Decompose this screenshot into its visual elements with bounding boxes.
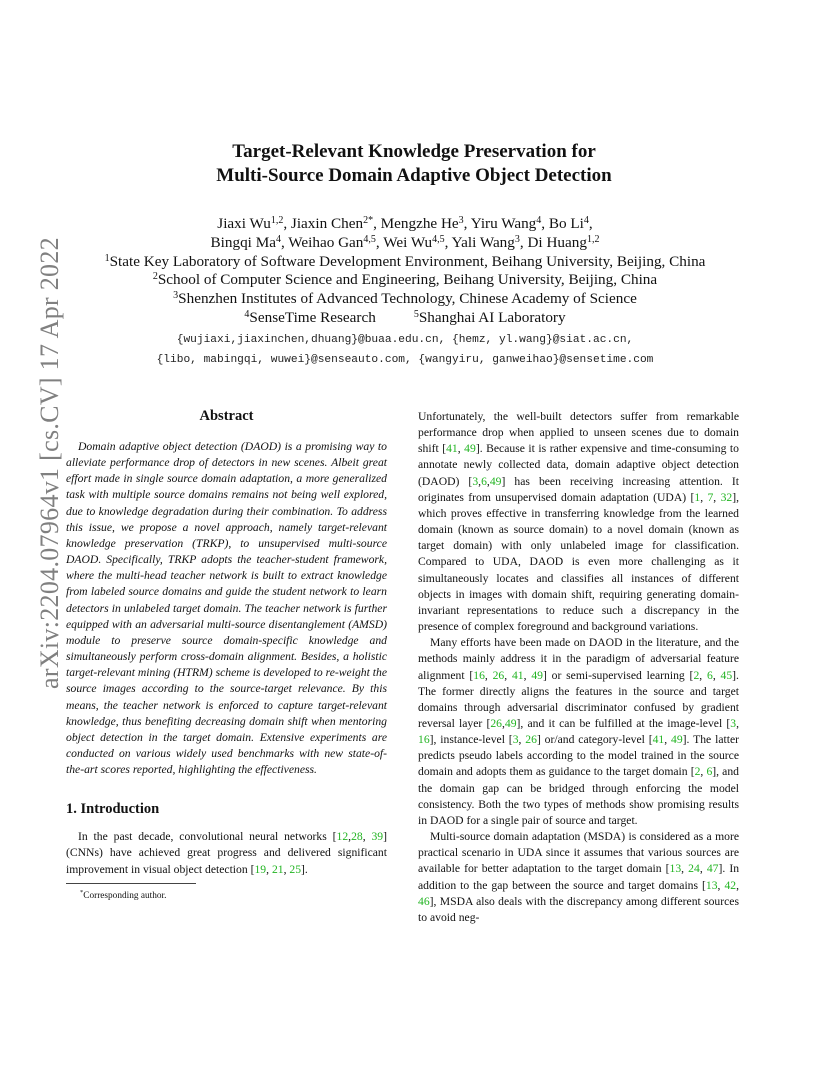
citation-link[interactable]: 26 (492, 668, 505, 682)
paragraph-text: , (700, 765, 707, 779)
paragraph-text: ], and the domain gap can be bridged through enforcing the model consistency. Both the two types of methods show promising results in DAOD for a single pair of source and target. (418, 765, 739, 827)
author-affiliation-mark: 1,2 (270, 215, 284, 226)
author-affiliation-mark: 3 (514, 233, 520, 245)
paragraph-text: , (266, 862, 272, 876)
affiliation-5 (414, 309, 566, 328)
paragraph-text: ], MSDA also deals with the discrepancy among different sources to avoid neg- (418, 894, 739, 924)
citation-link[interactable]: 13 (705, 878, 718, 892)
citation-link[interactable]: 41 (511, 668, 524, 682)
citation-link[interactable]: 26 (490, 716, 502, 730)
paragraph-text: Multi-source domain adaptation (MSDA) is considered as a more practical scenario in UDA since it assumes that various sources are available for better adaptation to the target domain [ (418, 830, 739, 876)
email-line-1: {wujiaxi,jiaxinchen,dhuang}@buaa.edu.cn, {hemz, yl.wang}@siat.ac.cn, (176, 333, 634, 346)
paragraph-text: ], instance-level [ (429, 733, 513, 747)
paragraph-text: , (699, 668, 707, 682)
citation-link[interactable]: 24 (688, 862, 700, 876)
footnote (66, 886, 387, 903)
paragraph-text: , (501, 716, 505, 730)
author-separator: , (373, 215, 381, 232)
section-heading-introduction: 1. Introduction (66, 801, 160, 818)
citation-link[interactable]: 6 (706, 765, 713, 779)
affiliation-text: School of Computer Science and Engineering, Beihang University, Beijing, China (157, 271, 658, 289)
affiliation-mark: 2 (152, 271, 158, 283)
citation-link[interactable]: 42 (724, 878, 737, 892)
author-name: Yali Wang (451, 233, 515, 251)
citation-link[interactable]: 49 (531, 668, 543, 682)
citation-link[interactable]: 3 (512, 733, 519, 747)
citation-link[interactable]: 49 (504, 716, 517, 730)
citation-link[interactable]: 39 (371, 830, 384, 844)
footnote-mark: * (80, 888, 84, 896)
body-paragraph (418, 409, 739, 635)
citation-link[interactable]: 28 (351, 830, 363, 844)
author-affiliation-mark: 4,5 (363, 233, 376, 245)
paragraph-text: , (523, 668, 532, 682)
paragraph-text: , (484, 668, 493, 682)
paragraph-text: Unfortunately, the well-built detectors suffer from remarkable performance drop when applied to unseen scenes due to domain shift [ (418, 410, 739, 456)
citation-link[interactable]: 2 (694, 765, 701, 779)
author-separator: , (588, 215, 593, 232)
paragraph-text: , (736, 878, 739, 892)
paragraph-text: , (486, 474, 490, 488)
citation-link[interactable]: 41 (652, 733, 665, 747)
author-affiliation-mark: 4 (275, 233, 281, 245)
paragraph-text: ] or semi-supervised learning [ (542, 668, 694, 682)
affiliation-4-text: SenseTime Research (249, 308, 376, 326)
affiliation-row-4-5 (0, 309, 810, 328)
paragraph-text: , (478, 474, 482, 488)
citation-link[interactable]: 21 (271, 862, 284, 876)
author-separator: , (541, 215, 549, 232)
citation-link[interactable]: 16 (473, 668, 485, 682)
citation-link[interactable]: 45 (720, 668, 733, 682)
author-separator: , (283, 215, 291, 232)
author-name: Di Huang (527, 233, 587, 251)
abstract-heading: Abstract (199, 408, 254, 424)
abstract-text: Domain adaptive object detection (DAOD) is a promising way to alleviate performance drop of detectors in new scenes. Albeit great effort made in single source domain adaptation, a more generalized task with multiple source domains remains not being well explored, due to knowledge degradation during their combination. To address this issue, we propose a novel approach, namely target-relevant knowledge preservation (TRKP), to unsupervised multi-source DAOD. Specifically, TRKP adopts the teacher-student framework, where the multi-head teacher network is built to extract knowledge from labeled source domains and guide the student network to learn detectors in unlabeled target domain. The teacher network is further equipped with an adversarial multi-source disentanglement (AMSD) module to preserve source domain-specific knowledge and simultaneously perform cross-domain alignment. Besides, a holistic target-relevant mining (HTRM) scheme is developed to re-weight the source images according to the source-target relevance. By this means, the teacher network is enforced to capture target-relevant knowledge, thus benefiting decreasing domain shift when mentoring object detection in the target domain. Extensive experiments are conducted on various widely used benchmarks with new state-of-the-art scores reported, highlighting the effectiveness. (66, 440, 387, 777)
paragraph-text: , (362, 830, 372, 844)
affiliation-1 (0, 253, 810, 272)
affiliation-4 (244, 309, 375, 328)
author-separator: , (463, 215, 471, 232)
paragraph-text: ]. In addition to the gap between the source and target domains [ (418, 862, 740, 892)
email-line-2: {libo, mabingqi, wuwei}@senseauto.com, {wangyiru, ganweihao}@sensetime.com (156, 353, 654, 366)
author-emails (0, 330, 810, 370)
body-paragraph (418, 829, 739, 926)
citation-link[interactable]: 47 (706, 862, 719, 876)
affiliation-mark: 3 (173, 290, 179, 302)
arxiv-identifier: arXiv:2204.07964v1 [cs.CV] 17 Apr 2022 (35, 237, 64, 689)
title-line-1: Target-Relevant Knowledge Preservation for (232, 141, 596, 162)
author-line-1 (0, 215, 810, 234)
affiliation-text: State Key Laboratory of Software Development Environment, Beihang University, Beijing, China (109, 252, 706, 270)
author-name: Jiaxi Wu (217, 215, 271, 232)
paragraph-text: , (504, 668, 512, 682)
paragraph-text: , (712, 668, 721, 682)
paragraph-text: , (283, 862, 290, 876)
paragraph-text: In the past decade, convolutional neural networks [ (78, 830, 337, 844)
author-name: Bo Li (548, 215, 584, 232)
paragraph-text: , (457, 442, 465, 456)
author-affiliation-mark: 4,5 (432, 233, 445, 245)
author-separator: , (444, 233, 452, 251)
citation-link[interactable]: 19 (254, 862, 267, 876)
citation-link[interactable]: 2 (693, 668, 700, 682)
paragraph-text: ], and it can be fulfilled at the image-level [ (516, 716, 731, 730)
citation-link[interactable]: 12 (336, 830, 349, 844)
citation-link[interactable]: 25 (289, 862, 302, 876)
author-name: Mengzhe He (380, 215, 459, 232)
paragraph-text: ] or/and category-level [ (536, 733, 653, 747)
paragraph-text: ] has been receiving increasing attention. It originates from unsupervised domain adaptation (UDA) [ (418, 474, 739, 504)
author-name: Jiaxin Chen (290, 215, 364, 232)
affiliation-mark: 1 (104, 252, 110, 264)
body-paragraph (418, 635, 739, 829)
paragraph-text: , (700, 490, 708, 504)
paragraph-text: , (699, 862, 707, 876)
paragraph-text: , (664, 733, 672, 747)
paragraph-text: , (681, 862, 689, 876)
citation-link[interactable]: 16 (418, 733, 430, 747)
paragraph-text: ]. (301, 862, 308, 876)
affiliation-2 (0, 271, 810, 290)
citation-link[interactable]: 49 (464, 442, 476, 456)
citation-link[interactable]: 46 (418, 894, 430, 908)
author-affiliation-mark: 1,2 (586, 233, 600, 245)
citation-link[interactable]: 41 (446, 442, 458, 456)
affiliation-3 (0, 290, 810, 309)
citation-link[interactable]: 1 (694, 490, 701, 504)
citation-link[interactable]: 3 (472, 474, 479, 488)
affiliation-5-mark: 5 (413, 308, 419, 320)
affiliations (0, 253, 810, 309)
author-separator: , (519, 233, 528, 251)
paragraph-text: , (518, 733, 526, 747)
paragraph-text: , (713, 490, 721, 504)
author-name: Yiru Wang (470, 215, 537, 232)
paper-title (0, 140, 828, 188)
citation-link[interactable]: 26 (525, 733, 537, 747)
author-affiliation-mark: 4 (583, 215, 589, 226)
footnote-text: Corresponding author. (83, 890, 167, 901)
citation-link[interactable]: 13 (669, 862, 682, 876)
paragraph-text: , (736, 716, 739, 730)
affiliation-4-mark: 4 (244, 308, 250, 320)
citation-link[interactable]: 3 (730, 716, 737, 730)
paragraph-text: ], which proves effective in transferring knowledge from the learned domain (known as source domain) to a novel domain (known as target domain) with only unlabeled image for classification. Compared to UDA, DAOD is even more challenging as it simultaneously locates and classifies all instances of different objects in images with domain shift, requiring generating domain-invariant representations to reduce such a discrepancy in the presence of complex foreground and background variations. (418, 490, 740, 634)
citation-link[interactable]: 32 (720, 490, 733, 504)
citation-link[interactable]: 6 (706, 668, 713, 682)
author-name: Wei Wu (383, 233, 433, 251)
footnote-rule (66, 883, 196, 884)
paragraph-text: ]. The latter predicts pseudo labels according to the model trained in the source domain and adopts them as guidance to the target domain [ (418, 733, 739, 779)
citation-link[interactable]: 49 (671, 733, 683, 747)
paragraph-text: , (348, 830, 352, 844)
author-separator: , (375, 233, 384, 251)
paragraph-text: ] (CNNs) have achieved great progress and delivered significant improvement in visual object detection [ (66, 830, 387, 876)
author-affiliation-mark: 4 (536, 215, 542, 226)
right-column (418, 409, 739, 926)
citation-link[interactable]: 6 (481, 474, 487, 488)
left-column (66, 407, 387, 903)
affiliation-text: Shenzhen Institutes of Advanced Technology, Chinese Academy of Science (178, 290, 637, 308)
author-line-2 (0, 234, 810, 253)
author-name: Bingqi Ma (210, 233, 276, 251)
title-line-2: Multi-Source Domain Adaptive Object Detection (216, 165, 612, 186)
author-name: Weihao Gan (288, 233, 364, 251)
paragraph-text: ]. Because it is rather expensive and time-consuming to annotate newly collected data, domain adaptive object detection (DAOD) [ (418, 442, 739, 488)
author-affiliation-mark: 3 (458, 215, 464, 226)
paragraph-text: , (717, 878, 725, 892)
author-affiliation-mark: 2* (363, 215, 374, 226)
paragraph-text: ]. The former directly aligns the features in the source and target domains through adversarial discriminator confused by gradient reversal layer [ (418, 668, 739, 730)
intro-paragraph-1 (66, 829, 387, 877)
citation-link[interactable]: 49 (489, 474, 502, 488)
paragraph-text: Many efforts have been made on DAOD in the literature, and the methods mainly address it in the paradigm of adversarial feature alignment [ (418, 636, 739, 682)
affiliation-5-text: Shanghai AI Laboratory (418, 308, 566, 326)
author-block (0, 215, 810, 370)
author-separator: , (280, 233, 289, 251)
citation-link[interactable]: 7 (707, 490, 714, 504)
